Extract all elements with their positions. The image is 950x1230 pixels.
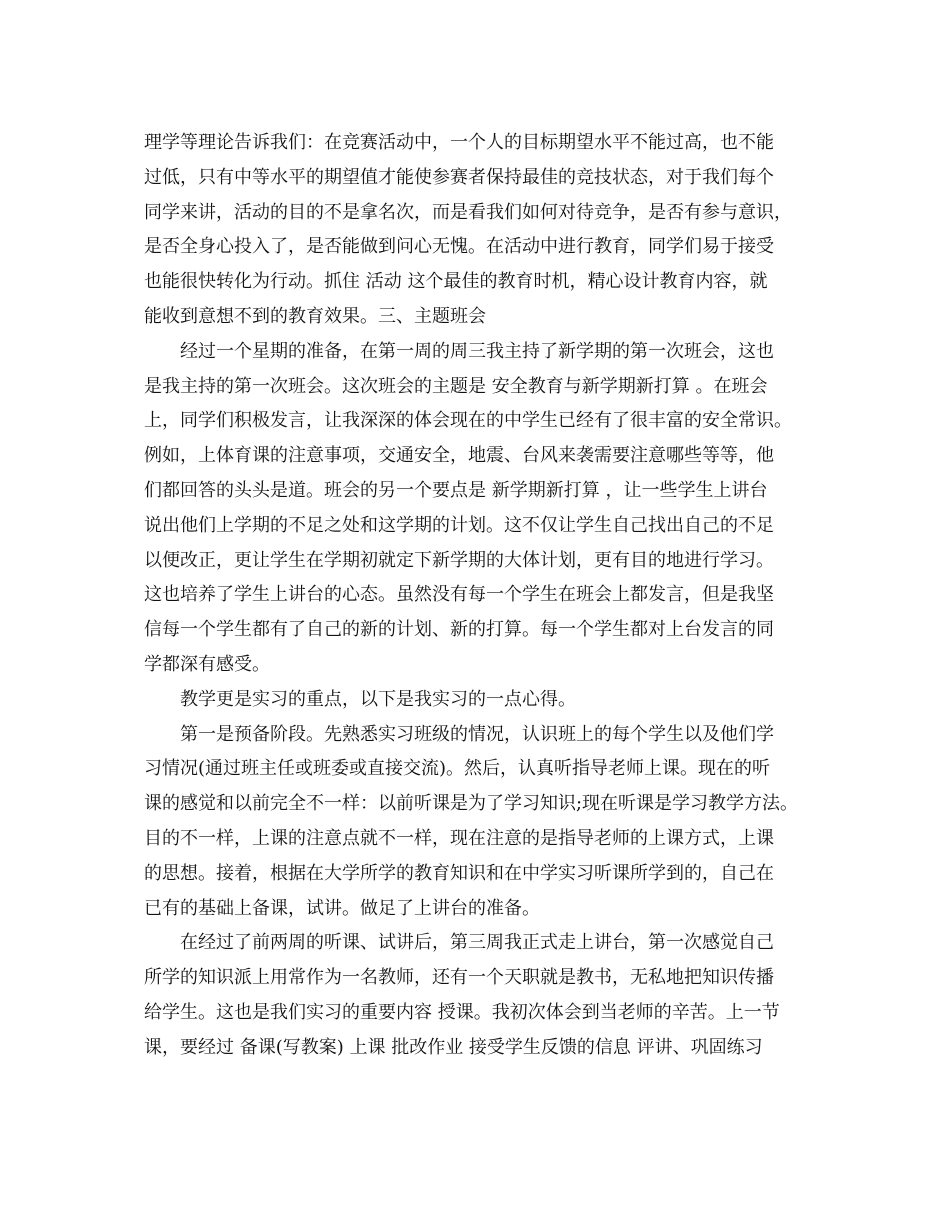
text-line: 学都深有感受。 [144,653,270,675]
text-line: 课，要经过 备课(写教案) 上课 批改作业 接受学生反馈的信息 评讲、巩固练习 [144,1036,763,1058]
text-line: 上，同学们积极发言，让我深深的体会现在的中学生已经有了很丰富的安全常识。 [144,410,792,432]
text-line: 理学等理论告诉我们：在竞赛活动中，一个人的目标期望水平不能过高，也不能 [144,132,774,153]
text-line: 能收到意想不到的教育效果。三、主题班会 [144,305,486,327]
text-line: 课的感觉和以前完全不一样：以前听课是为了学习知识;现在听课是学习教学方法。 [144,793,799,815]
text-line: 以便改正，更让学生在学期初就定下新学期的大体计划，更有目的地进行学习。 [144,549,774,571]
text-line: 目的不一样，上课的注意点就不一样，现在注意的是指导老师的上课方式，上课 [144,827,774,849]
text-line: 说出他们上学期的不足之处和这学期的计划。这不仅让学生自己找出自己的不足 [144,514,774,536]
text-line: 们都回答的头头是道。班会的另一个要点是 新学期新打算 ，让一些学生上讲台 [144,479,768,501]
text-line: 例如，上体育课的注意事项，交通安全，地震、台风来袭需要注意哪些等等，他 [144,445,774,467]
text-line: 习情况(通过班主任或班委或直接交流)。然后，认真听指导老师上课。现在的听 [144,758,771,780]
document-body [144,126,824,1066]
text-line: 同学来讲，活动的目的不是拿名次，而是看我们如何对待竞争，是否有参与意识， [144,201,792,223]
text-line: 已有的基础上备课，试讲。做足了上讲台的准备。 [144,897,540,919]
text-line: 是否全身心投入了，是否能做到问心无愧。在活动中进行教育，同学们易于接受 [144,236,774,258]
text-line: 过低，只有中等水平的期望值才能使参赛者保持最佳的竞技状态，对于我们每个 [144,166,774,188]
text-line: 信每一个学生都有了自己的新的计划、新的打算。每一个学生都对上台发言的同 [144,619,774,641]
text-line: 也能很快转化为行动。抓住 活动 这个最佳的教育时机，精心设计教育内容，就 [144,271,768,293]
text-line: 给学生。这也是我们实习的重要内容 授课。我初次体会到当老师的辛苦。上一节 [144,1001,780,1023]
text-line: 所学的知识派上用常作为一名教师，还有一个天职就是教书，无私地把知识传播 [144,967,774,989]
text-line: 这也培养了学生上讲台的心态。虽然没有每一个学生在班会上都发言，但是我坚 [144,584,774,606]
text-line: 经过一个星期的准备，在第一周的周三我主持了新学期的第一次班会，这也 [180,340,774,362]
text-line: 教学更是实习的重点，以下是我实习的一点心得。 [180,688,576,710]
text-line: 是我主持的第一次班会。这次班会的主题是 安全教育与新学期新打算 。在班会 [144,375,768,397]
text-line: 的思想。接着，根据在大学所学的教育知识和在中学实习听课所学到的，自己在 [144,862,774,884]
text-line: 第一是预备阶段。先熟悉实习班级的情况，认识班上的每个学生以及他们学 [180,723,774,745]
text-line: 在经过了前两周的听课、试讲后，第三周我正式走上讲台，第一次感觉自己 [180,932,774,954]
